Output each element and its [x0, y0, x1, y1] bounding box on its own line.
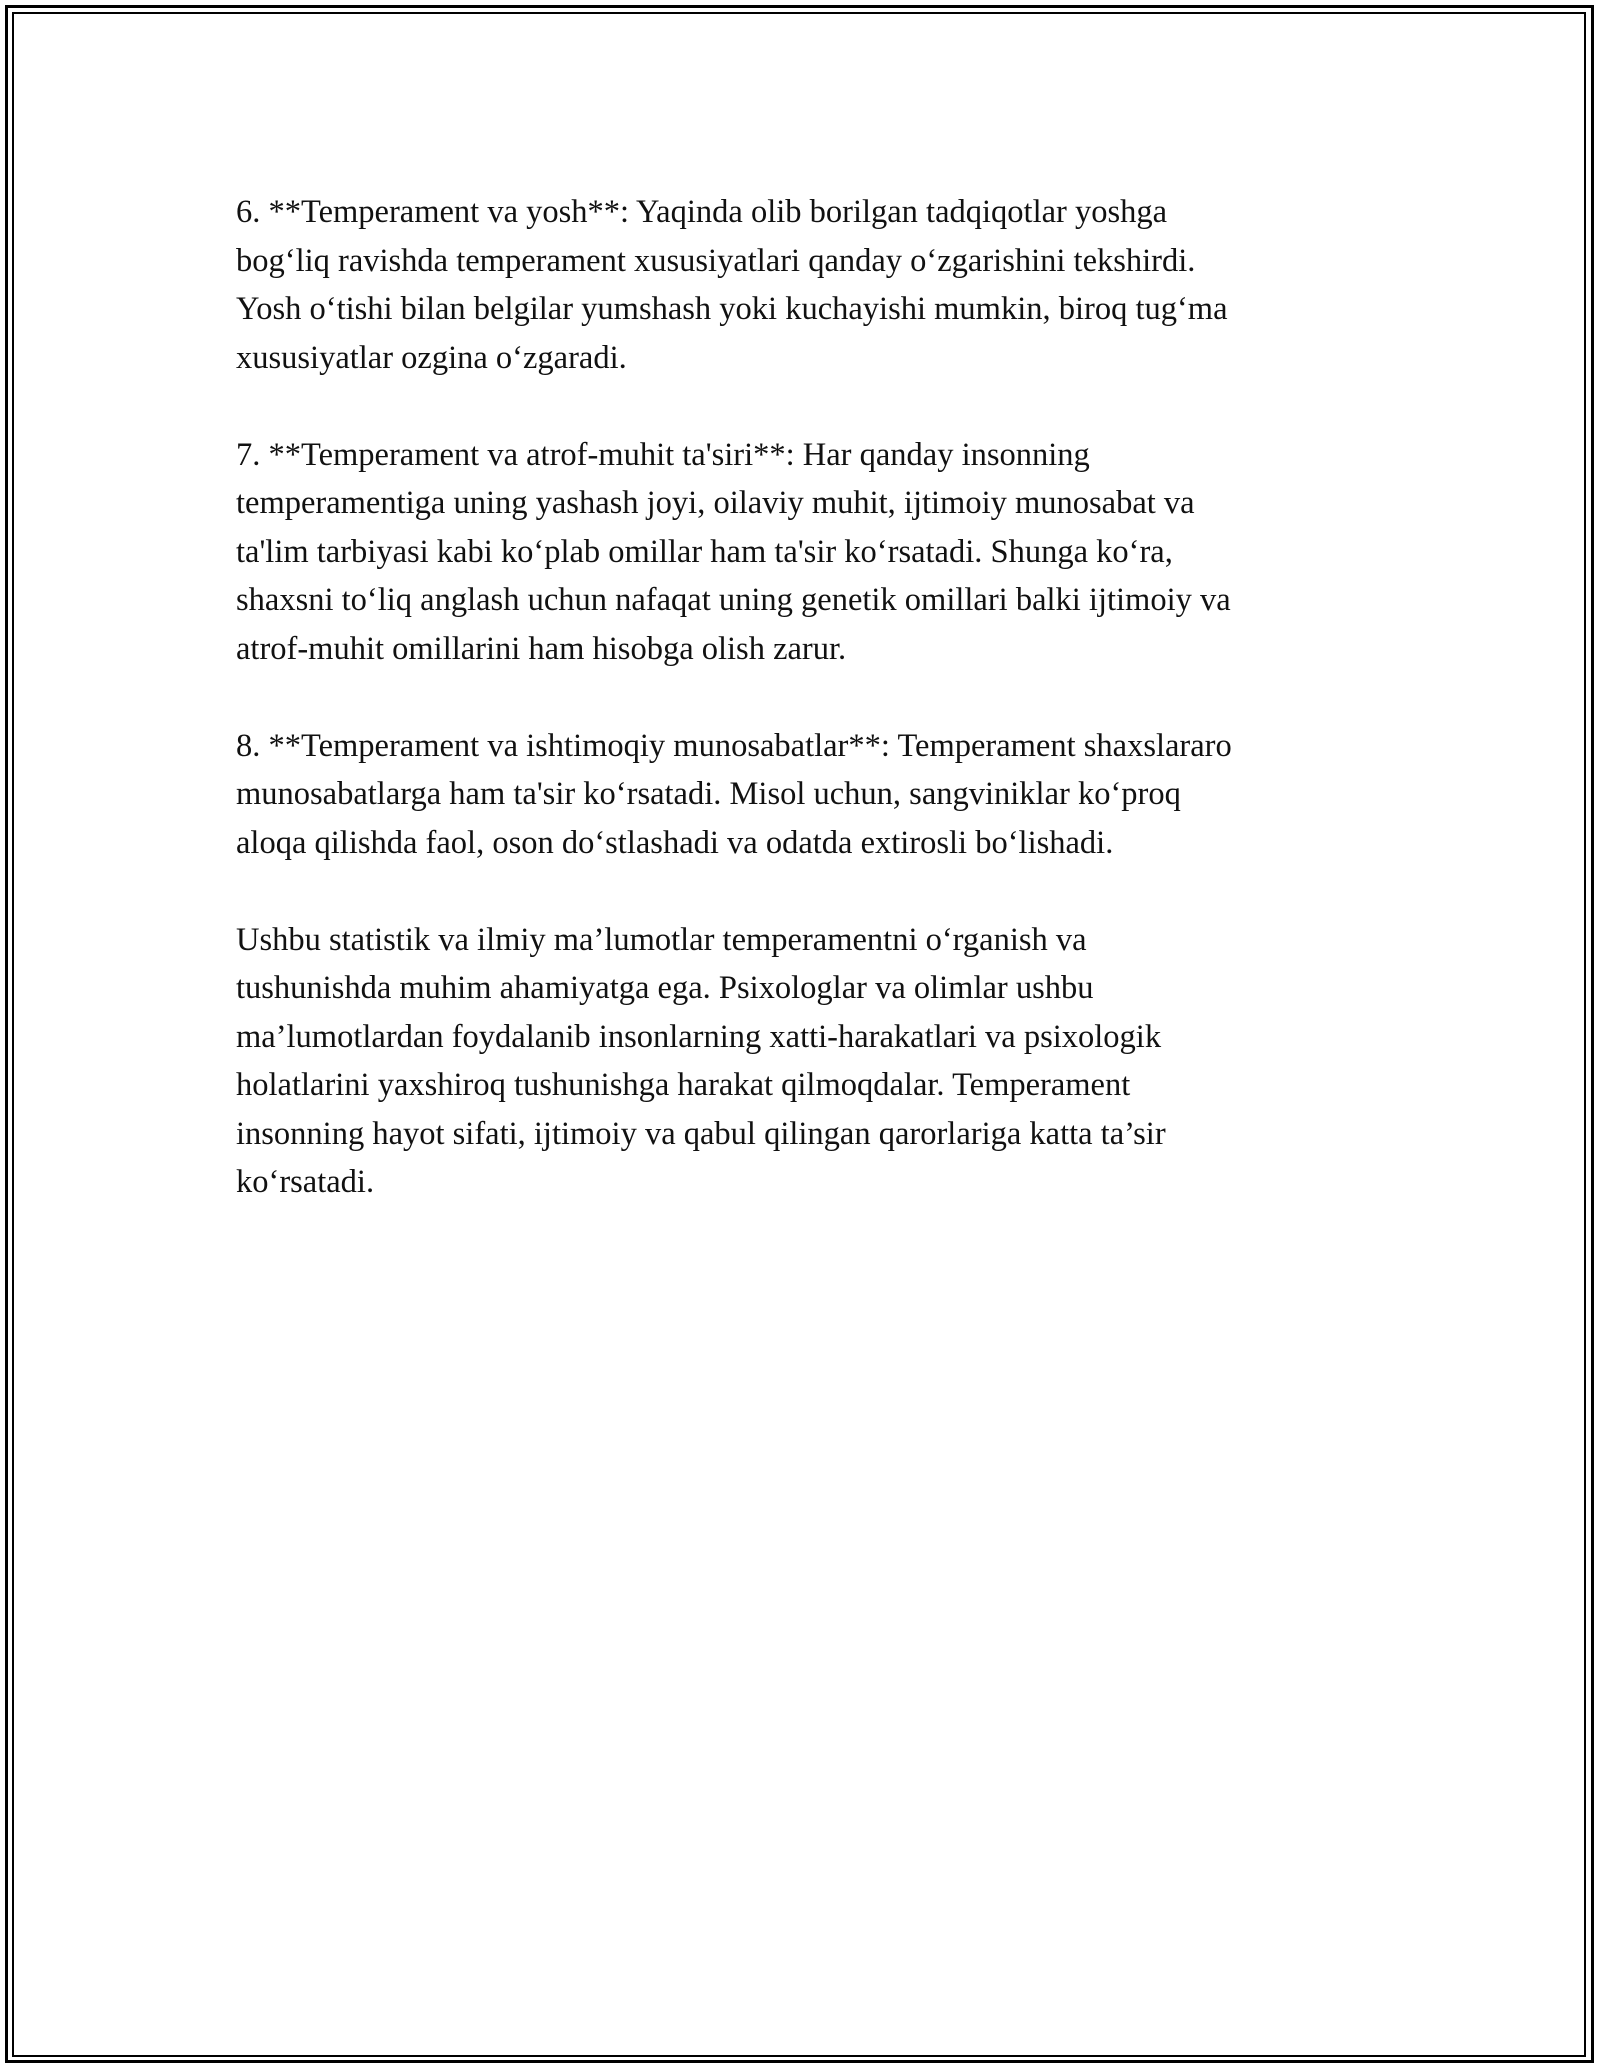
text-line: tushunishda muhim ahamiyatga ega. Psixologlar va olimlar ushbu: [236, 970, 1094, 1006]
text-line: atrof-muhit omillarini ham hisobga olish zarur.: [236, 630, 847, 667]
text-line: 7. **Temperament va atrof-muhit ta'siri**: Har qanday insonning: [236, 436, 1090, 473]
text-line: munosabatlarga ham ta'sir ko‘rsatadi. Misol uchun, sangviniklar ko‘proq: [236, 776, 1181, 812]
text-line: ta'lim tarbiyasi kabi ko‘plab omillar ham ta'sir ko‘rsatadi. Shunga ko‘ra,: [236, 533, 1173, 570]
text-line: ma’lumotlardan foydalanib insonlarning xatti-harakatlari va psixologik: [236, 1018, 1162, 1055]
text-line: Yosh o‘tishi bilan belgilar yumshash yoki kuchayishi mumkin, biroq tug‘ma: [236, 291, 1228, 327]
text-line: aloqa qilishda faol, oson do‘stlashadi va odatda extirosli bo‘lishadi.: [236, 824, 1114, 861]
paragraph-temperament-va-munosabatlar: [236, 722, 1376, 868]
text-line: insonning hayot sifati, ijtimoiy va qabul qilingan qarorlariga katta ta’sir: [236, 1115, 1166, 1152]
document-body: [236, 188, 1376, 1255]
text-line: 6. **Temperament va yosh**: Yaqinda olib borilgan tadqiqotlar yoshga: [236, 194, 1168, 230]
text-line: 8. **Temperament va ishtimoqiy munosabatlar**: Temperament shaxslararo: [236, 727, 1232, 764]
text-line: Ushbu statistik va ilmiy ma’lumotlar temperamentni o‘rganish va: [236, 921, 1087, 958]
paragraph-conclusion: [236, 916, 1376, 1207]
text-line: xususiyatlar ozgina o‘zgaradi.: [236, 339, 627, 376]
paragraph-temperament-va-yosh: [236, 188, 1376, 382]
text-line: shaxsni to‘liq anglash uchun nafaqat uning genetik omillari balki ijtimoiy va: [236, 582, 1231, 618]
text-line: holatlarini yaxshiroq tushunishga harakat qilmoqdalar. Temperament: [236, 1067, 1131, 1103]
text-line: temperamentiga uning yashash joyi, oilaviy muhit, ijtimoiy munosabat va: [236, 485, 1195, 521]
text-line: bog‘liq ravishda temperament xususiyatlari qanday o‘zgarishini tekshirdi.: [236, 242, 1196, 279]
text-line: ko‘rsatadi.: [236, 1164, 375, 1200]
paragraph-temperament-va-atrof-muhit: [236, 431, 1376, 674]
